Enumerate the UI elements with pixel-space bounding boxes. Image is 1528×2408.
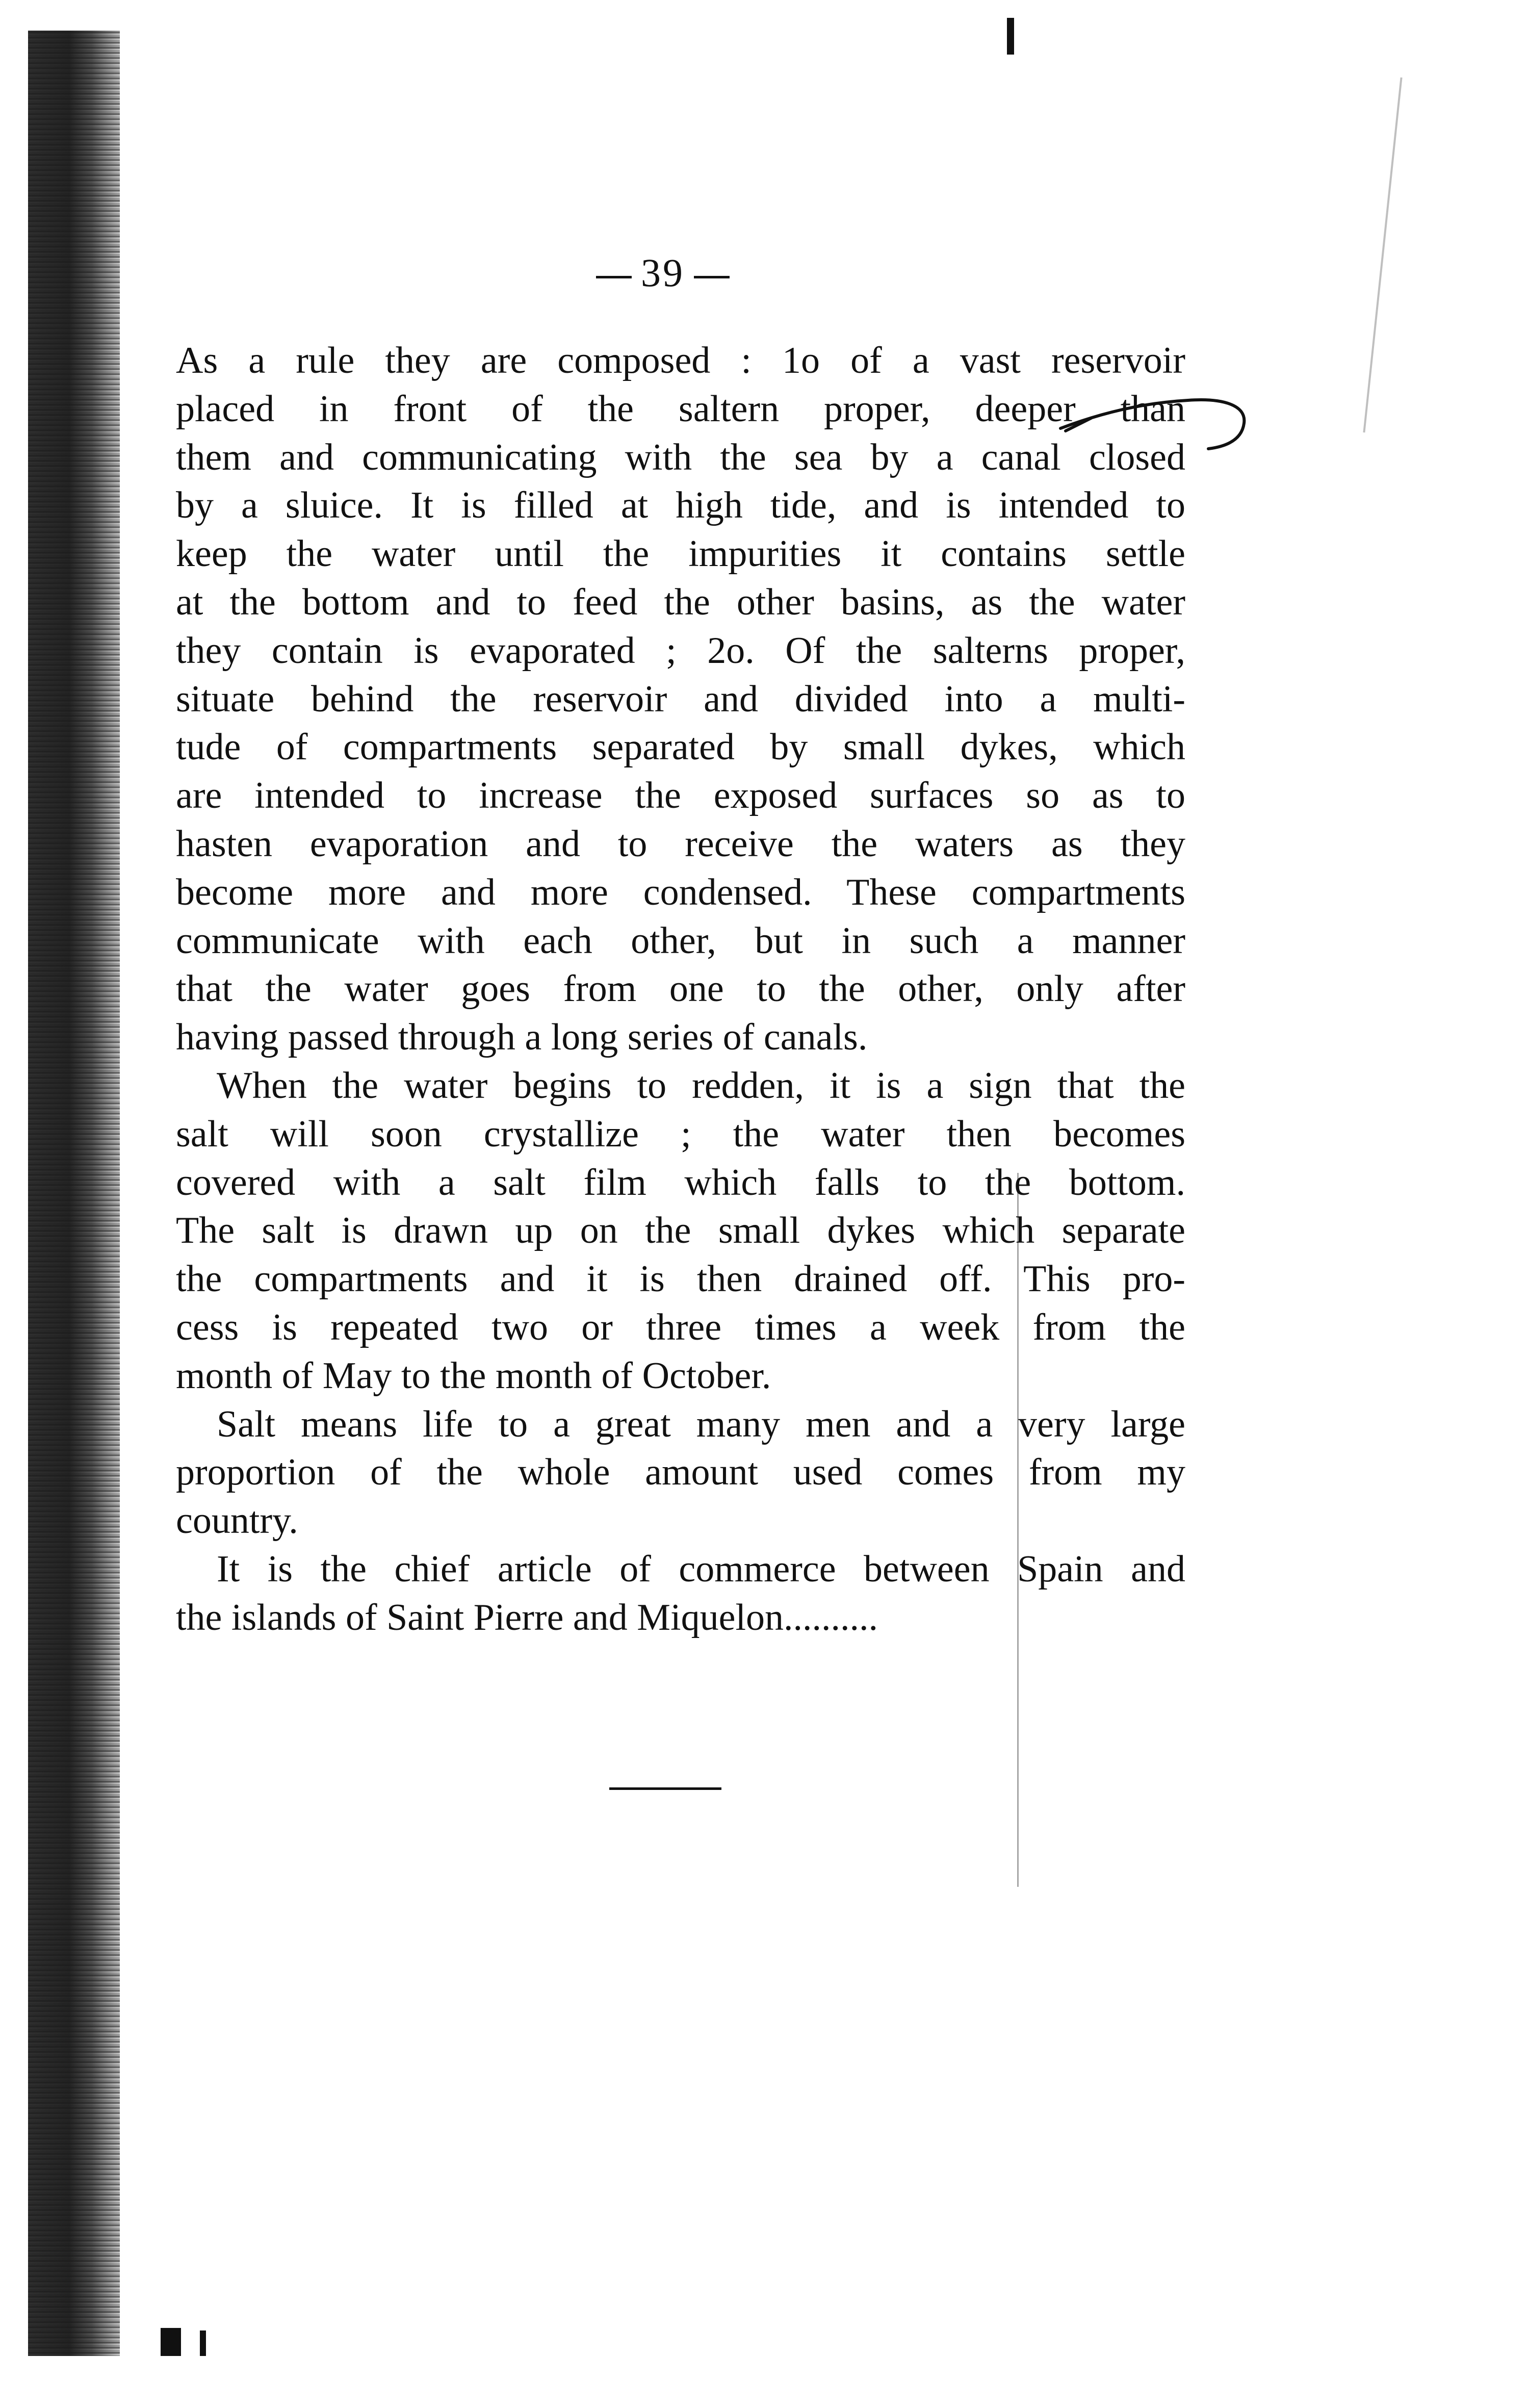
text-line: at the bottom and to feed the other basins, as the water <box>176 581 1185 623</box>
section-end-rule <box>609 1787 721 1790</box>
page-number-value: 39 <box>641 250 685 295</box>
text-line: placed in front of the saltern proper, deeper than <box>176 388 1185 430</box>
page-number-right-dash <box>694 276 730 278</box>
scan-mark-top <box>1007 18 1014 55</box>
text-line: communicate with each other, but in such a manner <box>176 919 1185 962</box>
text-line: them and communicating with the sea by a canal closed <box>176 436 1185 478</box>
paragraph-1 <box>176 337 1185 1062</box>
page-number-left-dash <box>596 276 632 278</box>
paragraph-2 <box>176 1062 1185 1400</box>
text-line: country. <box>176 1500 298 1542</box>
text-line: they contain is evaporated ; 2o. Of the salterns proper, <box>176 629 1185 672</box>
text-line: cess is repeated two or three times a week from the <box>176 1306 1185 1348</box>
text-line: covered with a salt film which falls to the bottom. <box>176 1161 1185 1203</box>
paragraph-4 <box>176 1545 1185 1642</box>
text-line: tude of compartments separated by small dykes, which <box>176 726 1185 768</box>
text-line: The salt is drawn up on the small dykes which separate <box>176 1210 1185 1252</box>
text-line: that the water goes from one to the other, only after <box>176 968 1185 1010</box>
text-line: having passed through a long series of canals. <box>176 1016 868 1059</box>
text-line: month of May to the month of October. <box>176 1354 771 1397</box>
scan-margin-line <box>1363 78 1402 433</box>
text-line: keep the water until the impurities it contains settle <box>176 533 1185 575</box>
text-line: the compartments and it is then drained off. This pro- <box>176 1258 1185 1300</box>
text-line: become more and more condensed. These compartments <box>176 871 1185 913</box>
text-line: situate behind the reservoir and divided into a multi- <box>176 678 1185 720</box>
text-line: by a sluice. It is filled at high tide, and is intended to <box>176 484 1185 527</box>
paragraph-3 <box>176 1400 1185 1545</box>
text-line: As a rule they are composed : 1o of a vast reservoir <box>176 340 1185 381</box>
scan-mark-bottom-right <box>200 2330 206 2356</box>
text-line: the islands of Saint Pierre and Miquelon.......... <box>176 1596 878 1638</box>
text-line: salt will soon crystallize ; the water then becomes <box>176 1113 1185 1155</box>
text-line: When the water begins to redden, it is a sign that the <box>217 1064 1185 1107</box>
scanned-binding-edge <box>28 31 120 2356</box>
text-line: Salt means life to a great many men and a very large <box>217 1403 1185 1445</box>
text-line: hasten evaporation and to receive the waters as they <box>176 823 1185 865</box>
handwritten-correction-mark <box>1055 382 1254 454</box>
text-line: It is the chief article of commerce between Spain and <box>217 1548 1185 1590</box>
page-number <box>535 250 790 296</box>
scan-mark-bottom-left <box>161 2328 181 2356</box>
text-line: proportion of the whole amount used comes from my <box>176 1451 1185 1494</box>
text-line: are intended to increase the exposed surfaces so as to <box>176 775 1185 817</box>
body-text <box>176 337 1185 1642</box>
